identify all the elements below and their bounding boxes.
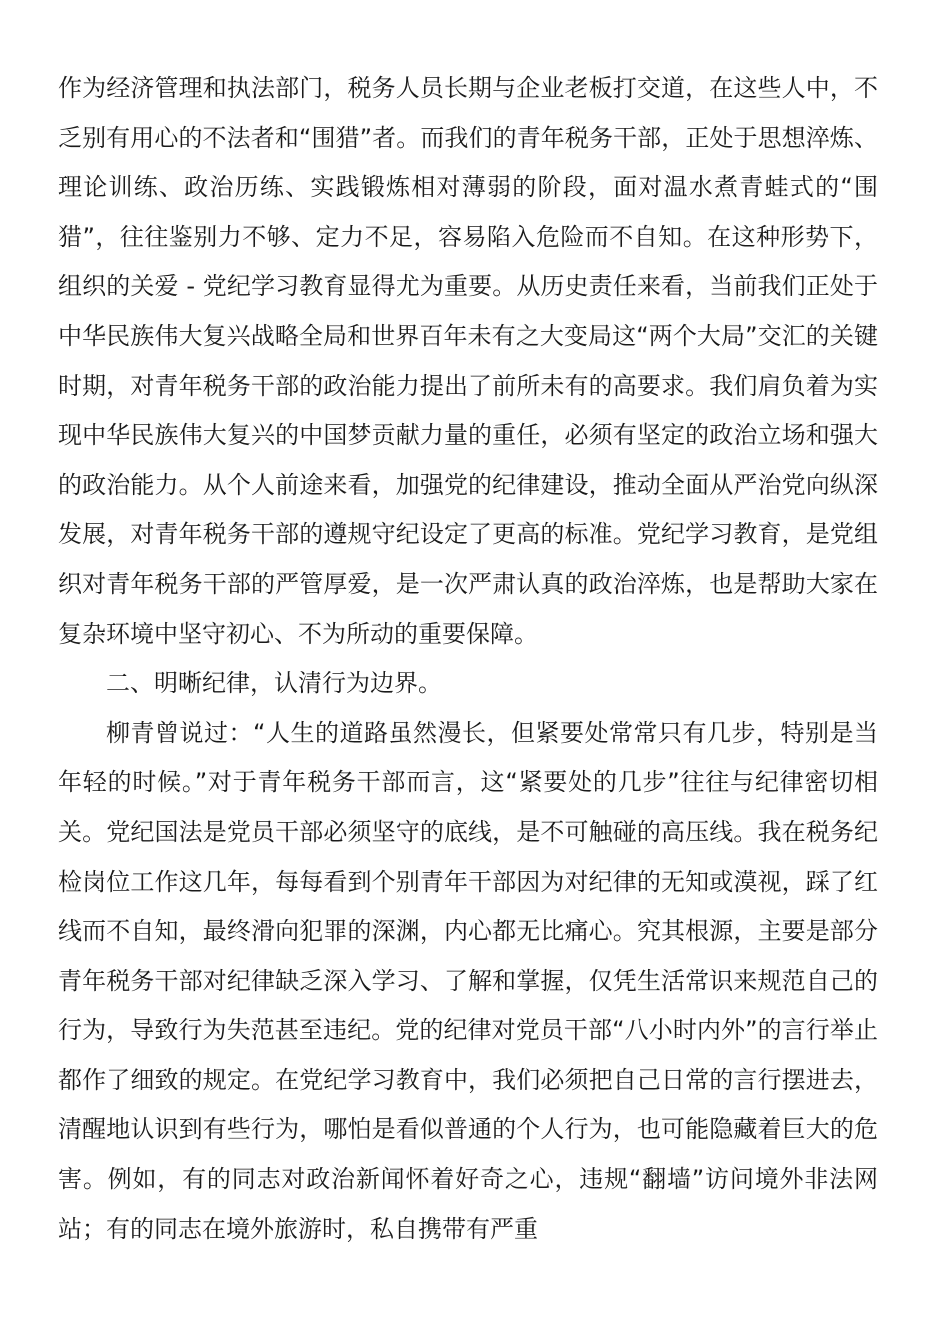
section-heading: 二、明晰纪律，认清行为边界。 (106, 669, 442, 698)
paragraph-continued: 作为经济管理和执法部门，税务人员长期与企业老板打交道，在这些人中，不乏别有用心的不法者和“围猎”者。而我们的青年税务干部，正处于思想淬炼、理论训练、政治历练、实践锻炼相对薄弱的阶段，面对温水煮青蛙式的“围猎”，往往鉴别力不够、定力不足，容易陷入危险而不自知。在这种形势下，组织的关爱 - 党纪学习教育显得尤为重要。从历史责任来看，当前我们正处于中华民族伟大复兴战略全局和世界百年未有之大变局这“两个大局”交汇的关键时期，对青年税务干部的政治能力提出了前所未有的高要求。我们肩负着为实现中华民族伟大复兴的中国梦贡献力量的重任，必须有坚定的政治立场和强大的政治能力。从个人前途来看，加强党的纪律建设，推动全面从严治党向纵深发展，对青年税务干部的遵规守纪设定了更高的标准。党纪学习教育，是党组织对青年税务干部的严管厚爱，是一次严肃认真的政治淬炼，也是帮助大家在复杂环境中坚守初心、不为所动的重要保障。 (58, 74, 878, 648)
document-page (58, 64, 878, 1254)
paragraph-body: 柳青曾说过：“人生的道路虽然漫长，但紧要处常常只有几步，特别是当年轻的时候。”对于青年税务干部而言，这“紧要处的几步”往往与纪律密切相关。党纪国法是党员干部必须坚守的底线，是不可触碰的高压线。我在税务纪检岗位工作这几年，每每看到个别青年干部因为对纪律的无知或漠视，踩了红线而不自知，最终滑向犯罪的深渊，内心都无比痛心。究其根源，主要是部分青年税务干部对纪律缺乏深入学习、了解和掌握，仅凭生活常识来规范自己的行为，导致行为失范甚至违纪。党的纪律对党员干部“八小时内外”的言行举止都作了细致的规定。在党纪学习教育中，我们必须把自己日常的言行摆进去，清醒地认识到有些行为，哪怕是看似普通的个人行为，也可能隐藏着巨大的危害。例如，有的同志对政治新闻怀着好奇之心，违规“翻墙”访问境外非法网站；有的同志在境外旅游时，私自携带有严重 (58, 718, 878, 1243)
